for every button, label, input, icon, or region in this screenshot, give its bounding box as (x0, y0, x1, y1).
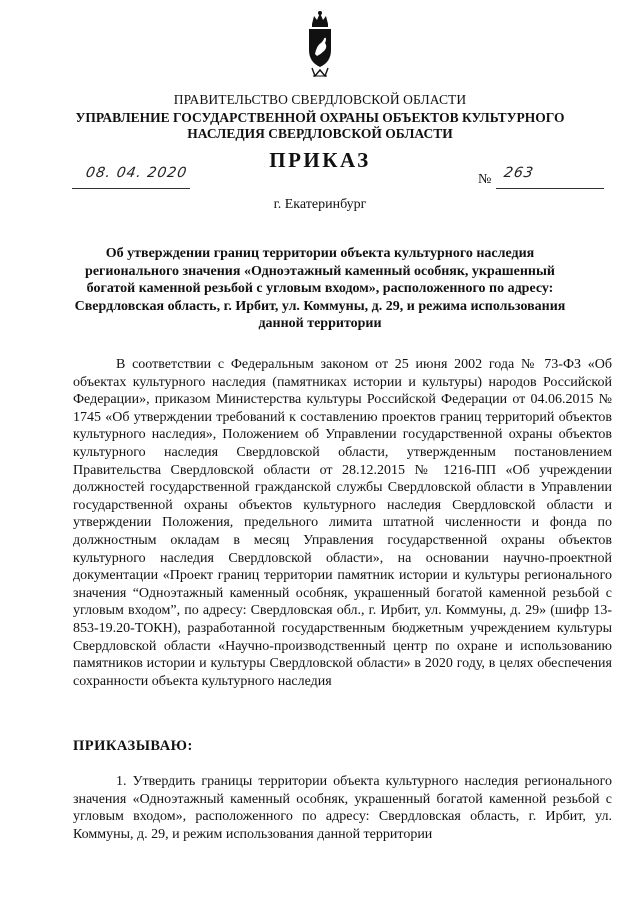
government-name: ПРАВИТЕЛЬСТВО СВЕРДЛОВСКОЙ ОБЛАСТИ (173, 92, 467, 107)
coat-of-arms-emblem (303, 10, 337, 90)
handwritten-date: 08. 04. 2020 (84, 165, 189, 181)
orders-heading: ПРИКАЗЫВАЮ: (73, 738, 193, 754)
document-type-title: ПРИКАЗ (269, 148, 371, 172)
order-subject: Об утверждении границ территории объекта культурного наследия регионального значения «Одноэтажный каменный особняк, украшенный богатой каменной резьбой с угловым входом», расположенного по адресу: Свердловская область, г. Ирбит, ул. Коммуны, д. 29, и режима использования данной территории (74, 246, 566, 331)
city-name: г. Екатеринбург (273, 197, 367, 212)
number-label: № (478, 172, 492, 187)
preamble-paragraph: В соответствии с Федеральным законом от 25 июня 2002 года № 73-ФЗ «Об объектах культурного наследия (памятниках истории и культуры) народов Российской Федерации», приказом Министерства культуры Российской Федерации от 04.06.2015 № 1745 «Об утверждении требований к составлению проектов границ территорий объектов культурного наследия», Положением об Управлении государственной охраны объектов культурного наследия Свердловской области, утвержденным постановлением Правительства Свердловской области от 28.12.2015 № 1216-ПП «Об учреждении должностей государственной гражданской службы Свердловской области в Управлении государственной охраны объектов культурного наследия Свердловской области и утверждении Положения, предельного лимита штатной численности и фонда по должностным окладам в месяц Управления государственной охраны объектов культурного наследия Свердловской области», на основании научно-проектной документации «Проект границ территории памятник истории и культуры регионального значения “Одноэтажный каменный особняк, украшенный богатой каменной резьбой с угловым входом”, по адресу: Свердловская обл., г. Ирбит, ул. Коммуны, д. 29» (шифр 13-853-19.20-ТОКН), разработанной государственным бюджетным учреждением культуры Свердловской области «Научно-производственный центр по охране и использованию памятников истории и культуры Свердловской области» в 2020 году, в целях обеспечения сохранности объекта культурного наследия (73, 357, 612, 689)
order-item-1: 1. Утвердить границы территории объекта культурного наследия регионального значения «Одноэтажный каменный особняк, украшенный богатой каменной резьбой с угловым входом», расположенного по адресу: Свердловская область, г. Ирбит, ул. Коммуны, д. 29, и режим использования данной территории (73, 774, 612, 842)
department-name: УПРАВЛЕНИЕ ГОСУДАРСТВЕННОЙ ОХРАНЫ ОБЪЕКТОВ КУЛЬТУРНОГО НАСЛЕДИЯ СВЕРДЛОВСКОЙ ОБЛАСТИ (75, 110, 565, 141)
handwritten-number: 263 (502, 165, 536, 181)
